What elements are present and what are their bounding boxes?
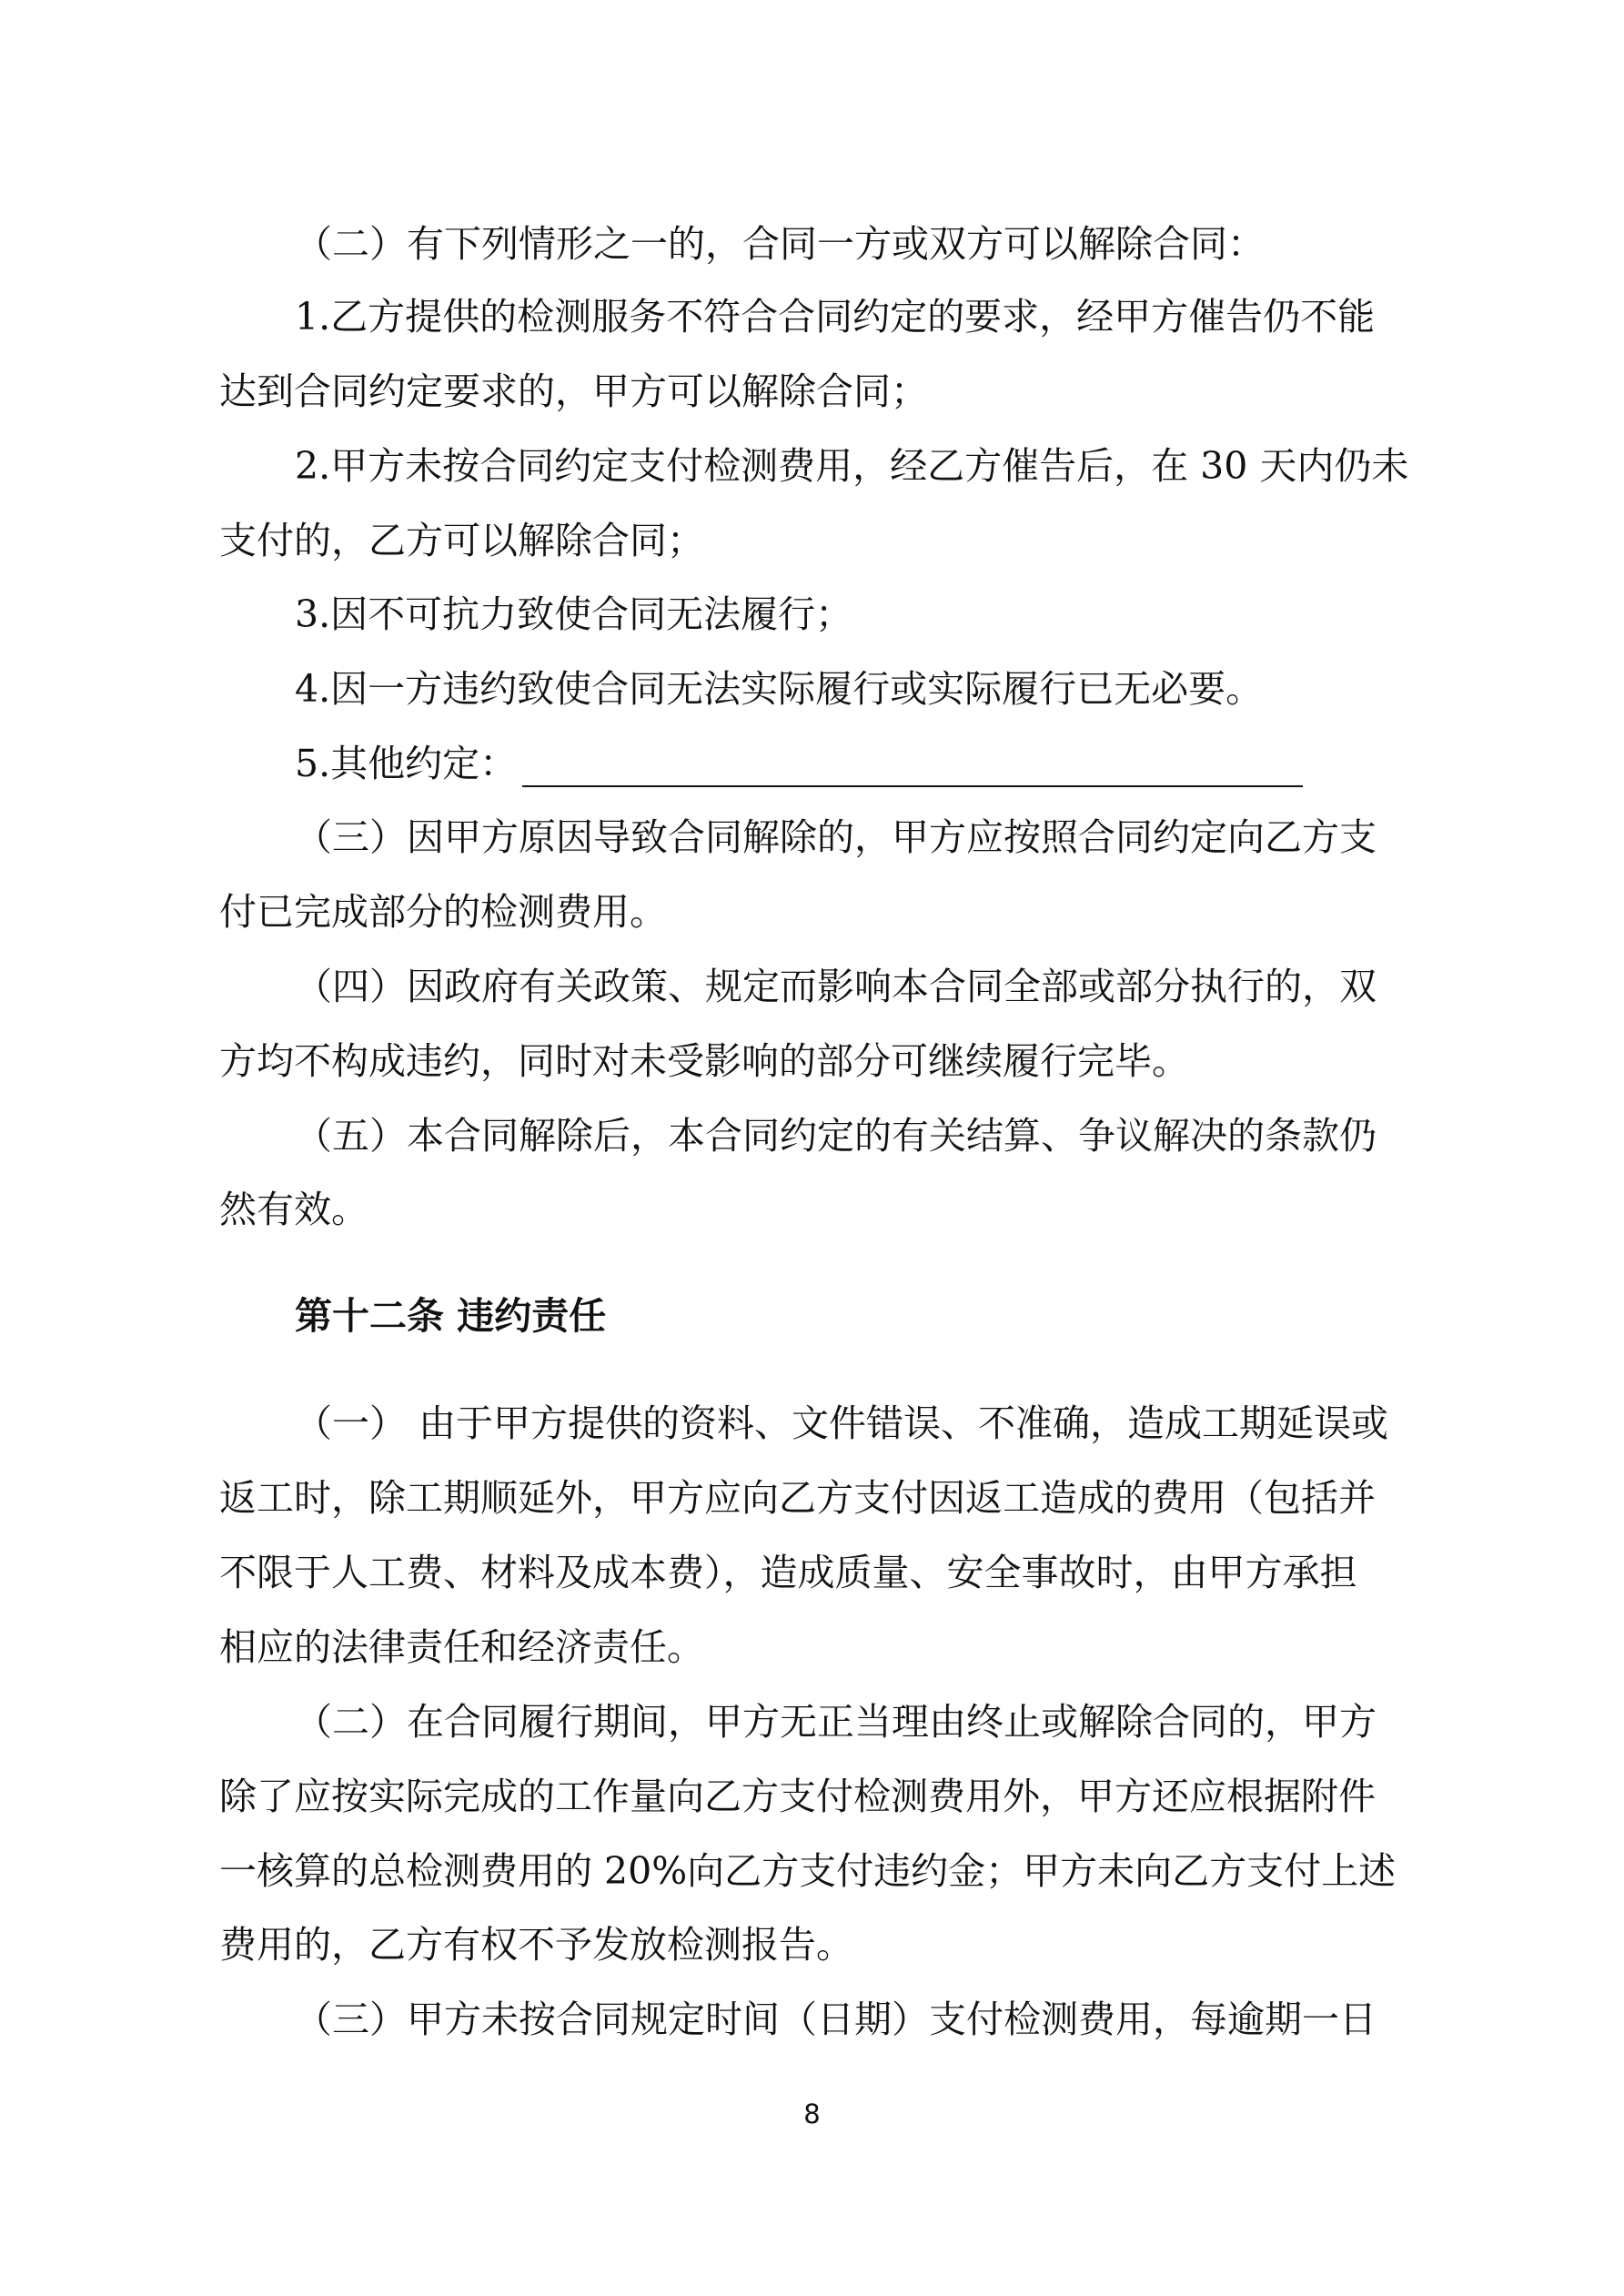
paragraph-line: 3.因不可抗力致使合同无法履行； xyxy=(295,592,853,636)
paragraph-line: 一核算的总检测费用的 20%向乙方支付违约金；甲方未向乙方支付上述 xyxy=(219,1849,1397,1893)
paragraph-line: 返工时，除工期顺延外，甲方应向乙方支付因返工造成的费用（包括并 xyxy=(219,1476,1376,1520)
paragraph-line: 支付的，乙方可以解除合同； xyxy=(219,519,704,562)
other-terms-label: 5.其他约定： xyxy=(295,742,518,785)
paragraph-line: 费用的，乙方有权不予发放检测报告。 xyxy=(219,1923,853,1967)
paragraph-line: 达到合同约定要求的，甲方可以解除合同； xyxy=(219,369,928,413)
paragraph-line: 2.甲方未按合同约定支付检测费用，经乙方催告后，在 30 天内仍未 xyxy=(295,444,1409,488)
page-number: 8 xyxy=(803,2099,821,2129)
paragraph-line: （一） 由于甲方提供的资料、文件错误、不准确，造成工期延误或 xyxy=(295,1401,1389,1445)
article-heading: 第十二条 违约责任 xyxy=(295,1294,607,1338)
paragraph-line: （四）因政府有关政策、规定而影响本合同全部或部分执行的，双 xyxy=(295,965,1377,1008)
paragraph-line: （二）有下列情形之一的，合同一方或双方可以解除合同： xyxy=(295,222,1265,266)
paragraph-line: 相应的法律责任和经济责任。 xyxy=(219,1625,704,1669)
paragraph-line: 不限于人工费、材料及成本费），造成质量、安全事故时，由甲方承担 xyxy=(219,1551,1357,1594)
paragraph-line: （二）在合同履行期间，甲方无正当理由终止或解除合同的，甲方 xyxy=(295,1700,1377,1744)
paragraph-line: 然有效。 xyxy=(219,1188,368,1231)
other-terms-blank xyxy=(522,749,1303,787)
paragraph-line: 4.因一方违约致使合同无法实际履行或实际履行已无必要。 xyxy=(295,667,1264,711)
paragraph-line: （三）因甲方原因导致合同解除的，甲方应按照合同约定向乙方支 xyxy=(295,815,1377,859)
paragraph-line: （五）本合同解除后，本合同约定的有关结算、争议解决的条款仍 xyxy=(295,1114,1377,1158)
paragraph-line: 付已完成部分的检测费用。 xyxy=(219,890,667,934)
paragraph-line: 1.乙方提供的检测服务不符合合同约定的要求，经甲方催告仍不能 xyxy=(295,295,1376,339)
paragraph-line: 方均不构成违约，同时对未受影响的部分可继续履行完毕。 xyxy=(219,1039,1189,1083)
other-terms-line xyxy=(295,740,1303,787)
paragraph-line: 除了应按实际完成的工作量向乙方支付检测费用外，甲方还应根据附件 xyxy=(219,1775,1376,1818)
paragraph-line: （三）甲方未按合同规定时间（日期）支付检测费用，每逾期一日 xyxy=(295,1998,1377,2041)
